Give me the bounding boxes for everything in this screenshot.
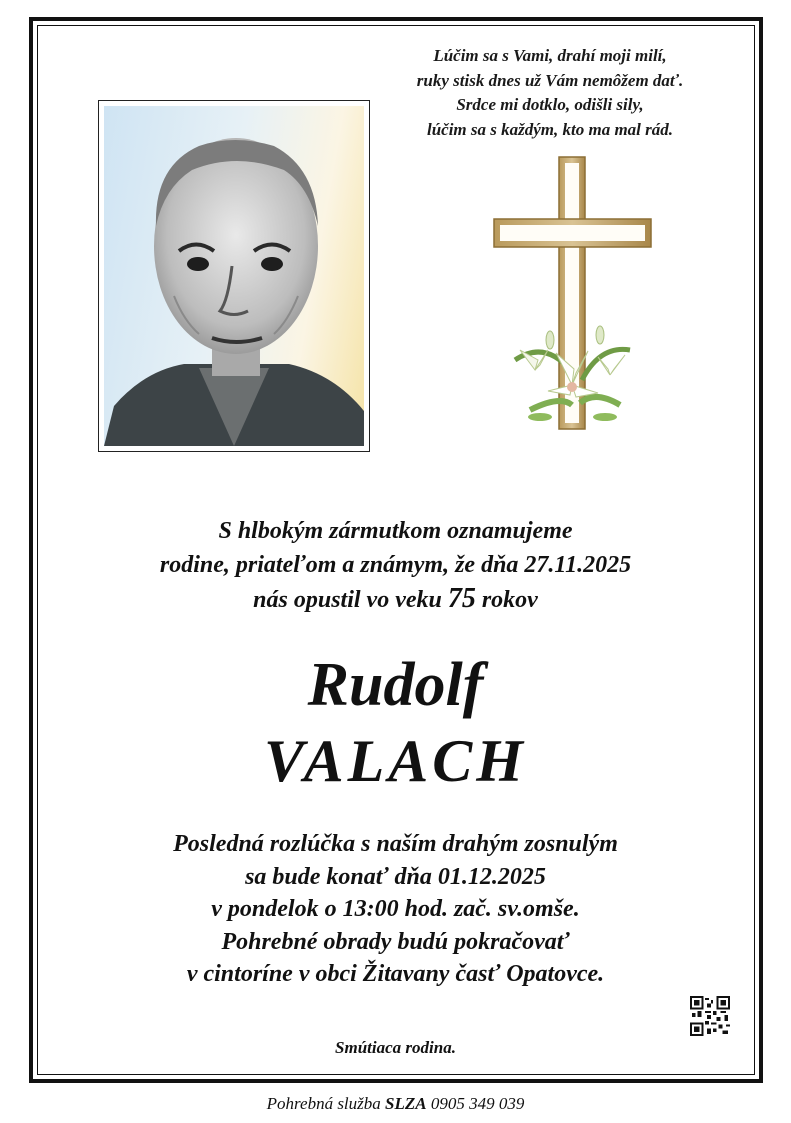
funeral-line: sa bude konať dňa 01.12.2025 [245,863,546,890]
deceased-last-name: VALACH [264,728,527,794]
poem-line: ruky stisk dnes už Vám nemôžem dať. [416,70,684,90]
funeral-line: Pohrebné obrady budú pokračovať [221,928,570,955]
death-announcement [60,514,731,617]
footer-phone: 0905 349 039 [430,1094,525,1113]
footer-funeral-service [0,1094,791,1114]
signature-family: Smútiaca rodina. [335,1038,456,1057]
funeral-line: v cintoríne v obci Žitavany časť Opatovce. [186,961,605,987]
funeral-line: Posledná rozlúčka s naším drahým zosnulým [173,831,618,857]
portrait-illustration [104,106,364,446]
announcement-age-suffix: rokov [481,587,538,613]
announcement-age: 75 [447,583,476,614]
footer-brand: SLZA [385,1094,427,1113]
announcement-age-prefix: nás opustil vo veku [253,587,442,613]
wooden-cross-with-lilies-icon [490,155,655,445]
qr-code-icon[interactable] [690,996,730,1036]
footer-prefix: Pohrebná služba [266,1094,381,1113]
poem-line: Lúčim sa s Vami, drahí moji milí, [433,46,667,65]
announcement-line-1: S hlbokým zármutkom oznamujeme [218,518,573,544]
deceased-first-name: Rudolf [307,651,484,719]
poem [380,44,720,142]
poem-line: Srdce mi dotklo, odišli sily, [456,95,644,114]
announcement-line-3 [60,582,731,617]
portrait-photo-frame [98,100,370,452]
funeral-line: v pondelok o 13:00 hod. zač. sv.omše. [211,896,580,922]
portrait-photo [104,106,364,446]
announcement-line-2: rodine, priateľom a známym, že dňa 27.11.2025 [159,552,632,578]
funeral-details [60,828,731,991]
poem-line: lúčim sa s každým, kto ma mal rád. [426,119,674,139]
